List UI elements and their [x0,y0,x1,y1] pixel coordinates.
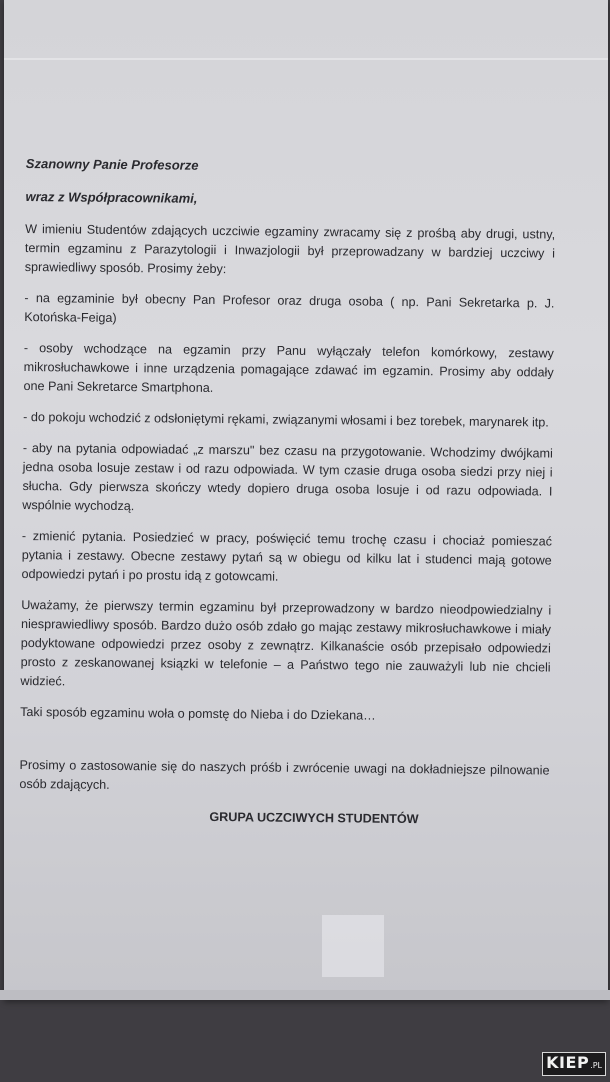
paper-bottom-edge [0,990,610,1000]
paragraph-remark: Taki sposób egzaminu woła o pomstę do Nieba i do Dziekana… [20,704,376,723]
paragraph-opinion: Uważamy, że pierwszy termin egzaminu był przeprowadzony w bardzo nieodpowiedzialny i niesprawiedliwy sposób. Bardzo dużo osób zdało go mając zestawy mikrosłuchawkowe i miały podyktowane odpowiedzi przez osoby z zewnątrz. Kilkanaście osób przepisało odpowiedzi prosto z zeskanowanej ksiązki w telefonie – a Państwo tego nie zauważyli lub nie chcieli widzieć. [20,597,552,689]
tape-patch [322,915,384,977]
paragraph-request-2: - osoby wchodzące na egzamin przy Panu wyłączały telefon komórkowy, zestawy mikrosłuchawkowe i inne urządzenia pomagające zdawać im egzamin. Prosimy aby oddały one Pani Sekretarce Smartphona. [23,340,554,395]
paragraph-request-4: - aby na pytania odpowiadać „z marszu" bez czasu na przygotowanie. Wchodzimy dwójkami jedna osoba losuje zestaw i od razu odpowiada. W tym czasie druga osoba siedzi przy niej i słucha. Gdy pierwsza skończy wtedy dopiero druga osoba losuje i od razu odpowiada. I wspólnie wychodzą. [22,440,553,514]
kiep-watermark-logo [542,1052,606,1076]
paper-crease [4,58,608,60]
signature: GRUPA UCZCIWYCH STUDENTÓW [209,809,419,827]
letter-body [19,150,556,831]
salutation-line-2: wraz z Współpracownikami, [25,188,198,206]
paragraph-request-3: - do pokoju wchodzić z odsłoniętymi rękami, związanymi włosami i bez torebek, marynarek itp. [23,409,549,430]
paragraph-intro: W imieniu Studentów zdających uczciwie egzaminy zwracamy się z prośbą aby drugi, ustny, termin egzaminu z Parazytologii i Inwazjologii był przeprowadzany w bardziej uczciwy i sprawiedliwy sposób. Prosimy żeby: [24,221,556,277]
watermark-sub-text: .PL [590,1061,602,1070]
watermark-main-text: KIEP [546,1053,590,1072]
paragraph-request-1: - na egzaminie był obecny Pan Profesor oraz druga osoba ( np. Pani Sekretarka p. J. Kotońska-Feiga) [24,290,555,325]
paragraph-request-5: - zmienić pytania. Posiedzieć w pracy, poświęcić temu trochę czasu i chociaż pomieszać pytania i zestawy. Obecne zestawy pytań są w obiegu od kilku lat i studenci mają gotowe odpowiedzi pytań i po prostu idą z gotowcami. [21,528,553,584]
salutation-line-1: Szanowny Panie Profesorze [25,155,199,173]
paragraph-closing-request: Prosimy o zastosowanie się do naszych próśb i zwrócenie uwagi na dokładniejsze pilnowanie osób zdających. [19,757,550,792]
